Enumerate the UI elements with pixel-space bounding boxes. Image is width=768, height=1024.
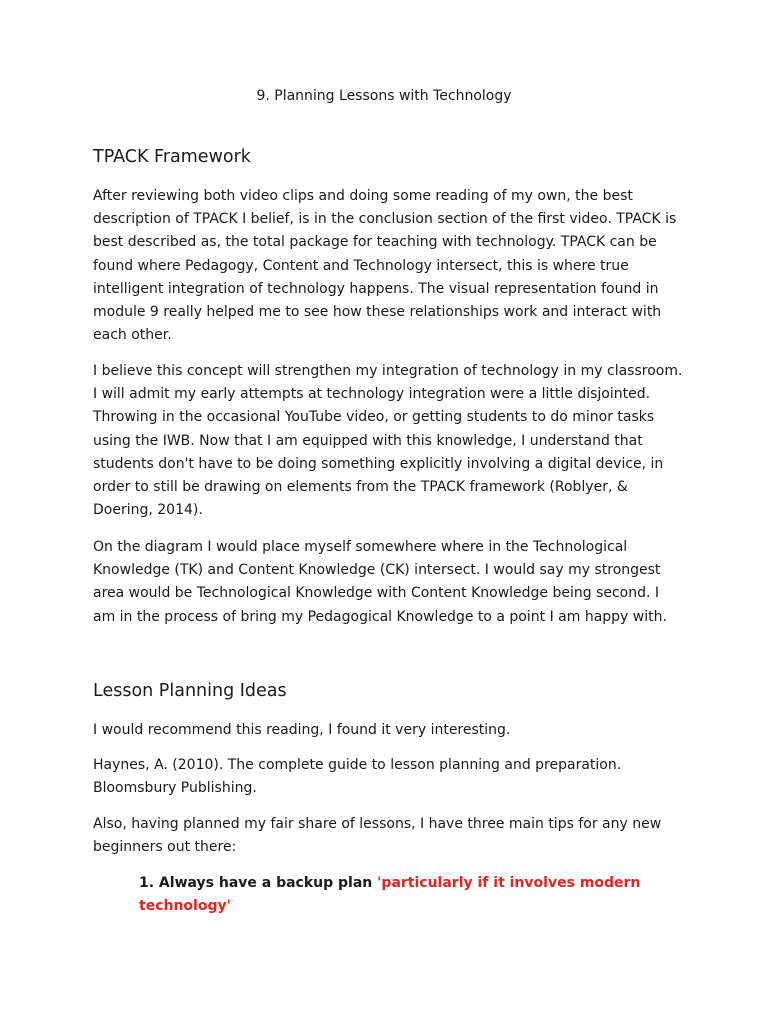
- section-heading-lesson-planning: Lesson Planning Ideas: [93, 681, 287, 701]
- paragraph-1: After reviewing both video clips and doing some reading of my own, the best description of TPACK I belief, is in the conclusion section of the first video. TPACK is best described as, the total package for teaching with technology. TPACK can be found where Pedagogy, Content and Technology intersect, this is where true intelligent integration of technology happens. The visual representation found in module 9 really helped me to see how these relationships work and interact with each other.: [93, 188, 677, 344]
- tip-1-main: 1. Always have a backup plan: [139, 875, 378, 891]
- paragraph-2: I believe this concept will strengthen my integration of technology in my classroom. I will admit my early attempts at technology integration were a little disjointed. Throwing in the occasional YouTube video, or getting students to do minor tasks using the IWB. Now that I am equipped with this knowledge, I understand that students don't have to be doing something explicitly involving a digital device, in order to still be drawing on elements from the TPACK framework (Roblyer, & Doering, 2014).: [93, 363, 683, 519]
- paragraph-3: On the diagram I would place myself somewhere where in the Technological Knowledge (TK) and Content Knowledge (CK) intersect. I would say my strongest area would be Technological Knowledge with Content Knowledge being second. I am in the process of bring my Pedagogical Knowledge to a point I am happy with.: [93, 539, 667, 625]
- tip-list-item-1: [139, 872, 699, 918]
- reference-citation: Haynes, A. (2010). The complete guide to lesson planning and preparation. Bloomsbury Publishing.: [93, 757, 622, 797]
- paragraph-6: Also, having planned my fair share of lessons, I have three main tips for any new beginners out there:: [93, 816, 662, 856]
- paragraph-4: I would recommend this reading, I found it very interesting.: [93, 722, 511, 738]
- section-heading-tpack: TPACK Framework: [93, 147, 251, 167]
- tip-1-note: 'particularly if it involves modern technology': [139, 875, 641, 915]
- document-title: 9. Planning Lessons with Technology: [256, 88, 512, 104]
